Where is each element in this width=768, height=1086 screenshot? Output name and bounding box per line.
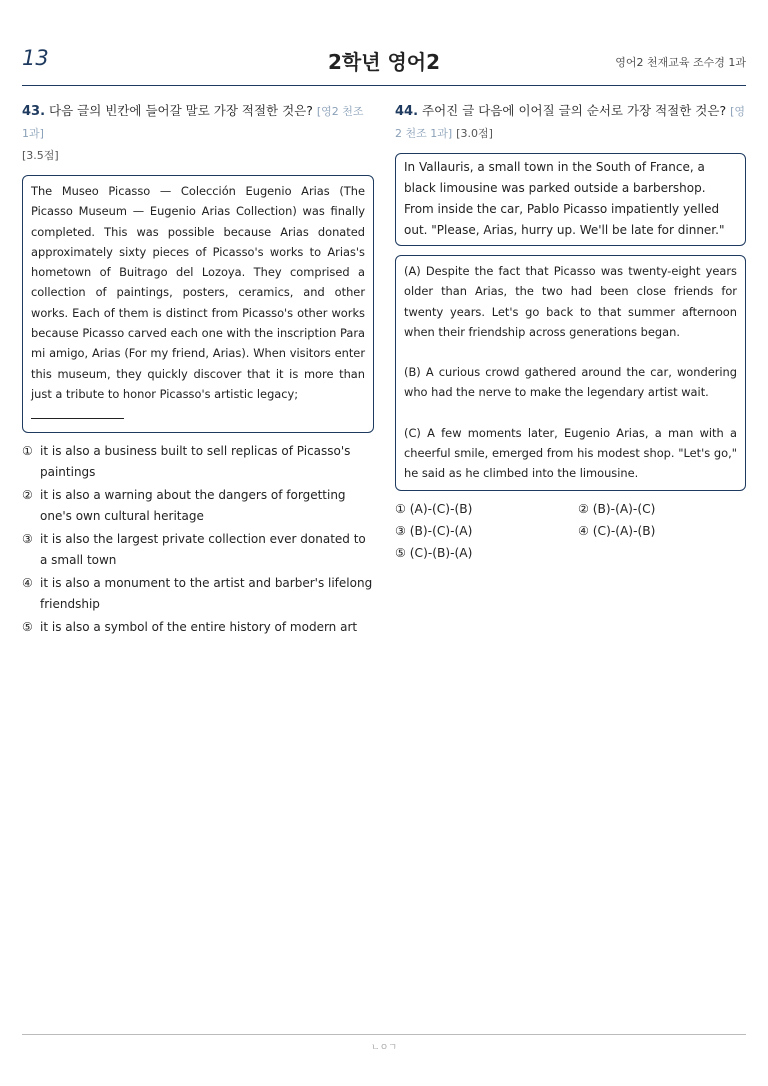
answer-options — [395, 498, 746, 564]
choice-text: it is also a monument to the artist and barber's lifelong friendship — [40, 575, 373, 612]
choice-text: it is also a business built to sell replicas of Picasso's paintings — [40, 443, 351, 480]
choice-text: it is also the largest private collection ever donated to a small town — [40, 531, 366, 568]
document-title: 2학년 영어2 — [327, 50, 441, 74]
option-1[interactable]: ① (A)-(C)-(B) — [395, 501, 473, 516]
part-b: (B) A curious crowd gathered around the car, wondering who had the nerve to make the legendary artist wait. — [404, 365, 737, 400]
question-number: 44. — [395, 104, 419, 119]
passage-box — [22, 175, 374, 433]
choice-1[interactable] — [22, 441, 374, 484]
choice-mark: ① — [22, 443, 33, 458]
document-subtitle: 영어2 천재교육 조수경 1과 — [615, 56, 746, 69]
choice-mark: ⑤ — [22, 619, 33, 634]
choice-5[interactable] — [22, 617, 374, 639]
footer-divider — [22, 1034, 746, 1035]
question-text: 주어진 글 다음에 이어질 글의 순서로 가장 적절한 것은? — [422, 103, 727, 118]
answer-choices — [22, 441, 374, 639]
choice-mark: ② — [22, 487, 33, 502]
question-source: [영2 천조 1과] — [22, 105, 364, 140]
question-44-header — [395, 100, 746, 144]
choice-3[interactable] — [22, 529, 374, 572]
passage-text: The Museo Picasso — Colección Eugenio Arias (The Picasso Museum — Eugenio Arias Collection) was finally completed. This was possible because Arias donated approximately sixty pieces of Picasso's works to Arias's hometown of Buitrago del Lozoya. They comprised a collection of paintings, posters, ceramics, and other works. Each of them is distinct from Picasso's other works because Picasso carved each one with the inscription Para mi amigo, Arias (For my friend, Arias). When visitors enter this museum, they quickly discover that it is more than just a tribute to honor Picasso's artistic legacy; — [31, 184, 365, 401]
question-44 — [395, 100, 746, 564]
part-c: (C) A few moments later, Eugenio Arias, a man with a cheerful smile, emerged from his modest shop. "Let's go," he said as he climbed into the limousine. — [404, 425, 737, 481]
header-divider — [22, 85, 746, 86]
question-points: [3.5점] — [22, 149, 59, 162]
question-number: 43. — [22, 104, 46, 119]
option-2[interactable]: ② (B)-(A)-(C) — [578, 501, 656, 516]
part-a: (A) Despite the fact that Picasso was twenty-eight years older than Arias, the two had been close friends for twenty years. Let's go back to that summer afternoon when their friendship across generations began. — [404, 264, 737, 339]
question-points: [3.0점] — [456, 127, 493, 140]
choice-4[interactable] — [22, 573, 374, 616]
option-3[interactable]: ③ (B)-(C)-(A) — [395, 523, 473, 538]
page-header — [22, 44, 746, 84]
choice-text: it is also a symbol of the entire history of modern art — [40, 619, 358, 634]
option-4[interactable]: ④ (C)-(A)-(B) — [578, 523, 656, 538]
question-43 — [22, 100, 374, 639]
given-passage-text: In Vallauris, a small town in the South of France, a black limousine was parked outside a barbershop. From inside the car, Pablo Picasso impatiently yelled out. "Please, Arias, hurry up. We'll be late for dinner." — [404, 160, 725, 237]
question-text: 다음 글의 빈칸에 들어갈 말로 가장 적절한 것은? — [49, 103, 313, 118]
question-source: [영2 천조 1과] — [395, 105, 745, 140]
choice-mark: ④ — [22, 575, 33, 590]
option-5[interactable]: ⑤ (C)-(B)-(A) — [395, 545, 473, 560]
question-43-header — [22, 100, 374, 166]
given-passage-box — [395, 153, 746, 246]
choice-mark: ③ — [22, 531, 33, 546]
answer-blank — [31, 404, 124, 419]
choice-text: it is also a warning about the dangers of forgetting one's own cultural heritage — [40, 487, 346, 524]
footer-mark: ㄴㅇㄱ — [370, 1043, 398, 1053]
choice-2[interactable] — [22, 485, 374, 528]
page-number: 13 — [22, 46, 49, 70]
ordering-parts-box — [395, 255, 746, 491]
